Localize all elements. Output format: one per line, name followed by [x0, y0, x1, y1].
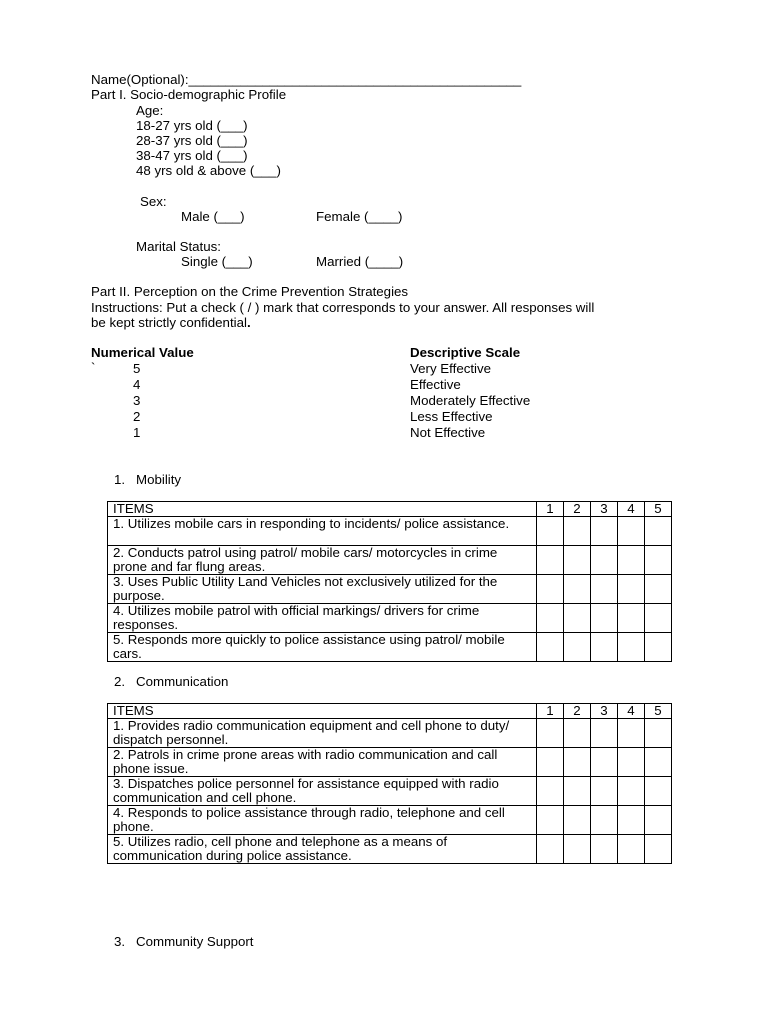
- rating-cell-5[interactable]: [645, 806, 672, 835]
- section-1-title: Mobility: [136, 472, 182, 487]
- rating-cell-3[interactable]: [591, 835, 618, 864]
- rating-cell-2[interactable]: [564, 604, 591, 633]
- rating-cell-5[interactable]: [645, 575, 672, 604]
- sex-female-option[interactable]: Female (____): [316, 209, 403, 224]
- table-row: [108, 719, 672, 748]
- instructions-period: .: [246, 315, 251, 330]
- item-text: 5. Responds more quickly to police assistance using patrol/ mobile cars.: [108, 633, 537, 662]
- rating-header-4: 4: [618, 502, 645, 517]
- rating-cell-4[interactable]: [618, 575, 645, 604]
- table-row: [108, 748, 672, 777]
- rating-cell-1[interactable]: [537, 517, 564, 546]
- rating-cell-5[interactable]: [645, 835, 672, 864]
- marital-single-option[interactable]: Single (___): [181, 254, 253, 269]
- instructions-text: be kept strictly confidential: [91, 315, 247, 330]
- item-text: 2. Patrols in crime prone areas with radio communication and call phone issue.: [108, 748, 537, 777]
- instructions-line-2: [91, 315, 251, 330]
- rating-cell-2[interactable]: [564, 546, 591, 575]
- table-row: [108, 517, 672, 546]
- rating-cell-1[interactable]: [537, 633, 564, 662]
- scale-num-4: 4: [133, 377, 141, 392]
- rating-cell-5[interactable]: [645, 517, 672, 546]
- scale-desc-3: Moderately Effective: [410, 393, 531, 408]
- table-header-row: [108, 502, 672, 517]
- item-text: 1. Utilizes mobile cars in responding to incidents/ police assistance.: [108, 517, 537, 546]
- rating-cell-4[interactable]: [618, 633, 645, 662]
- age-option-28-37[interactable]: 28-37 yrs old (___): [136, 133, 248, 148]
- rating-cell-3[interactable]: [591, 546, 618, 575]
- scale-num-1: 1: [133, 425, 141, 440]
- table-row: [108, 604, 672, 633]
- sex-male-option[interactable]: Male (___): [181, 209, 245, 224]
- rating-cell-2[interactable]: [564, 835, 591, 864]
- rating-cell-3[interactable]: [591, 517, 618, 546]
- scale-desc-4: Effective: [410, 377, 461, 392]
- rating-cell-2[interactable]: [564, 575, 591, 604]
- rating-header-2: 2: [564, 502, 591, 517]
- rating-header-3: 3: [591, 704, 618, 719]
- mobility-table: [107, 501, 672, 662]
- rating-cell-5[interactable]: [645, 719, 672, 748]
- rating-cell-3[interactable]: [591, 719, 618, 748]
- scale-header-descriptive: Descriptive Scale: [410, 345, 521, 360]
- table-row: [108, 806, 672, 835]
- rating-cell-1[interactable]: [537, 835, 564, 864]
- rating-cell-3[interactable]: [591, 633, 618, 662]
- rating-cell-4[interactable]: [618, 546, 645, 575]
- rating-cell-4[interactable]: [618, 719, 645, 748]
- rating-cell-4[interactable]: [618, 835, 645, 864]
- table-row: [108, 835, 672, 864]
- rating-cell-4[interactable]: [618, 604, 645, 633]
- rating-cell-1[interactable]: [537, 719, 564, 748]
- age-option-18-27[interactable]: 18-27 yrs old (___): [136, 118, 248, 133]
- table-row: [108, 777, 672, 806]
- marital-status-label: Marital Status:: [136, 239, 221, 254]
- rating-cell-3[interactable]: [591, 777, 618, 806]
- rating-header-1: 1: [537, 502, 564, 517]
- rating-header-3: 3: [591, 502, 618, 517]
- rating-cell-3[interactable]: [591, 575, 618, 604]
- rating-header-2: 2: [564, 704, 591, 719]
- rating-cell-2[interactable]: [564, 806, 591, 835]
- rating-cell-5[interactable]: [645, 633, 672, 662]
- rating-cell-1[interactable]: [537, 777, 564, 806]
- age-option-38-47[interactable]: 38-47 yrs old (___): [136, 148, 248, 163]
- rating-cell-2[interactable]: [564, 633, 591, 662]
- rating-cell-2[interactable]: [564, 748, 591, 777]
- scale-num-3: 3: [133, 393, 141, 408]
- scale-num-2: 2: [133, 409, 141, 424]
- section-2-number: 2.: [114, 674, 126, 689]
- rating-cell-3[interactable]: [591, 806, 618, 835]
- marital-married-option[interactable]: Married (____): [316, 254, 404, 269]
- scale-header-numerical: Numerical Value: [91, 345, 194, 360]
- rating-cell-1[interactable]: [537, 748, 564, 777]
- rating-cell-3[interactable]: [591, 748, 618, 777]
- rating-cell-2[interactable]: [564, 517, 591, 546]
- rating-cell-5[interactable]: [645, 546, 672, 575]
- scale-num-5: 5: [133, 361, 141, 376]
- rating-header-5: 5: [645, 704, 672, 719]
- item-text: 2. Conducts patrol using patrol/ mobile cars/ motorcycles in crime prone and far flung areas.: [108, 546, 537, 575]
- rating-cell-4[interactable]: [618, 748, 645, 777]
- table-row: [108, 575, 672, 604]
- part2-title: Part II. Perception on the Crime Prevention Strategies: [91, 284, 409, 299]
- stray-backtick: `: [91, 360, 96, 375]
- age-label: Age:: [136, 103, 164, 118]
- item-text: 4. Responds to police assistance through radio, telephone and cell phone.: [108, 806, 537, 835]
- communication-table: [107, 703, 672, 864]
- item-text: 1. Provides radio communication equipment and cell phone to duty/ dispatch personnel.: [108, 719, 537, 748]
- rating-cell-2[interactable]: [564, 777, 591, 806]
- item-text: 5. Utilizes radio, cell phone and telephone as a means of communication during police assistance.: [108, 835, 537, 864]
- table-row: [108, 633, 672, 662]
- rating-header-5: 5: [645, 502, 672, 517]
- name-line[interactable]: Name(Optional):_____________________________________________: [91, 72, 522, 87]
- rating-cell-5[interactable]: [645, 604, 672, 633]
- sex-label: Sex:: [140, 194, 167, 209]
- rating-cell-4[interactable]: [618, 777, 645, 806]
- rating-cell-4[interactable]: [618, 517, 645, 546]
- item-text: 3. Dispatches police personnel for assistance equipped with radio communication and cell phone.: [108, 777, 537, 806]
- scale-desc-2: Less Effective: [410, 409, 493, 424]
- rating-header-4: 4: [618, 704, 645, 719]
- scale-desc-1: Not Effective: [410, 425, 486, 440]
- rating-cell-1[interactable]: [537, 546, 564, 575]
- table-row: [108, 546, 672, 575]
- section-2-title: Communication: [136, 674, 229, 689]
- items-header: ITEMS: [108, 704, 537, 719]
- age-option-48-above[interactable]: 48 yrs old & above (___): [136, 163, 281, 178]
- rating-cell-1[interactable]: [537, 575, 564, 604]
- item-text: 3. Uses Public Utility Land Vehicles not exclusively utilized for the purpose.: [108, 575, 537, 604]
- section-1-number: 1.: [114, 472, 126, 487]
- rating-cell-5[interactable]: [645, 777, 672, 806]
- section-3-number: 3.: [114, 934, 126, 949]
- item-text: 4. Utilizes mobile patrol with official markings/ drivers for crime responses.: [108, 604, 537, 633]
- rating-cell-1[interactable]: [537, 806, 564, 835]
- section-3-title: Community Support: [136, 934, 254, 949]
- rating-cell-3[interactable]: [591, 604, 618, 633]
- items-header: ITEMS: [108, 502, 537, 517]
- part1-title: Part I. Socio-demographic Profile: [91, 87, 287, 102]
- rating-cell-4[interactable]: [618, 806, 645, 835]
- scale-desc-5: Very Effective: [410, 361, 492, 376]
- rating-cell-1[interactable]: [537, 604, 564, 633]
- table-header-row: [108, 704, 672, 719]
- rating-cell-5[interactable]: [645, 748, 672, 777]
- rating-header-1: 1: [537, 704, 564, 719]
- rating-cell-2[interactable]: [564, 719, 591, 748]
- instructions-line-1: Instructions: Put a check ( / ) mark that corresponds to your answer. All responses will: [91, 300, 595, 315]
